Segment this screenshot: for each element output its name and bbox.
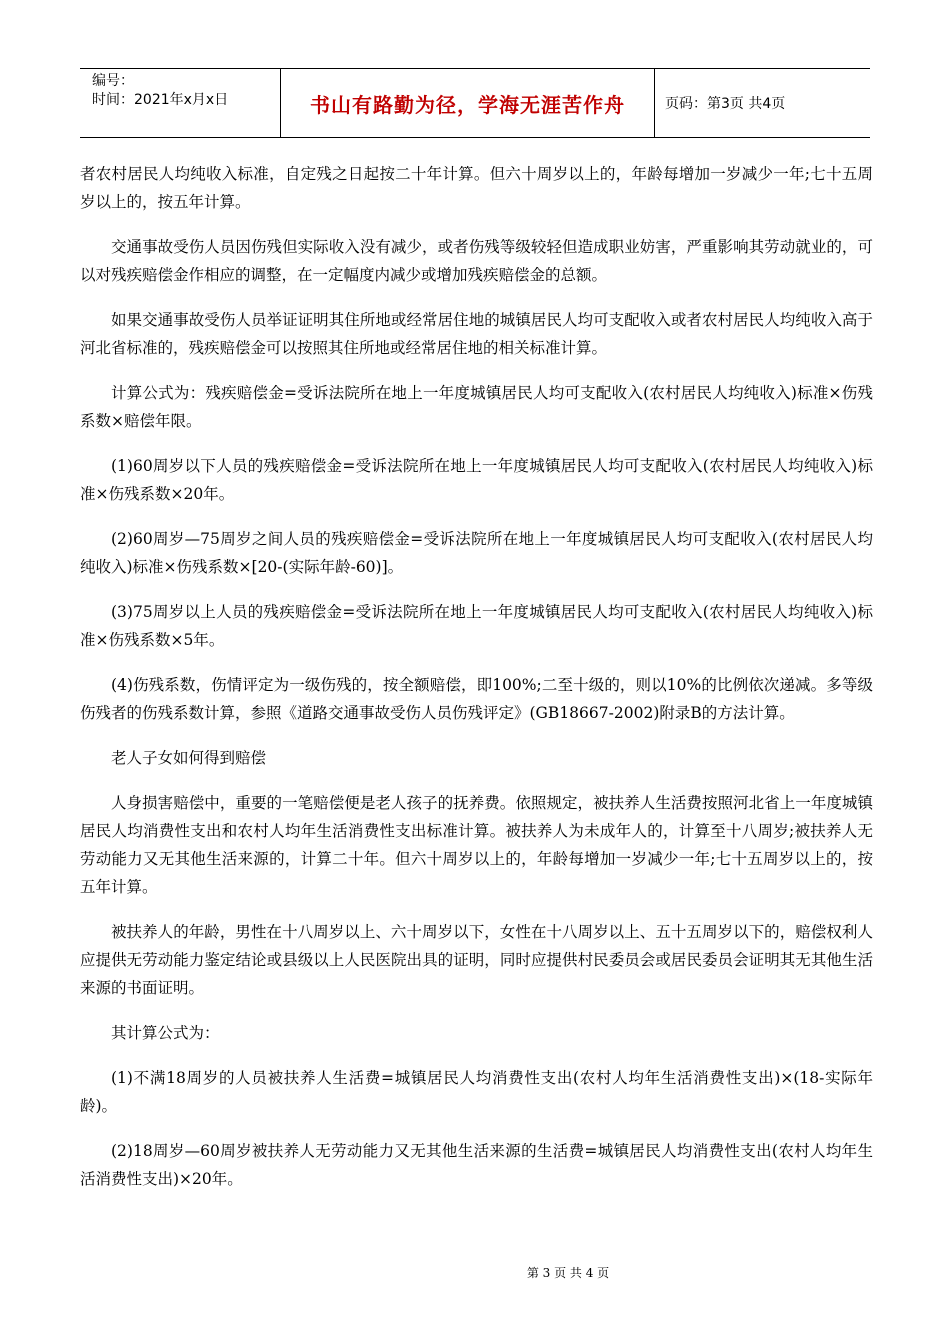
paragraph: (2)18周岁—60周岁被扶养人无劳动能力又无其他生活来源的生活费=城镇居民人均消费性支出(农村人均年生活消费性支出)×20年。 <box>80 1142 873 1188</box>
page-header <box>80 68 870 138</box>
paragraph: 被扶养人的年龄，男性在十八周岁以上、六十周岁以下，女性在十八周岁以上、五十五周岁以下的，赔偿权利人应提供无劳动能力鉴定结论或县级以上人民医院出具的证明，同时应提供村民委员会或居民委员会证明其无其他生活来源的书面证明。 <box>80 923 873 997</box>
paragraph: 如果交通事故受伤人员举证证明其住所地或经常居住地的城镇居民人均可支配收入或者农村居民人均纯收入高于河北省标准的，残疾赔偿金可以按照其住所地或经常居住地的相关标准计算。 <box>80 311 873 357</box>
header-motto: 书山有路勤为径，学海无涯苦作舟 <box>281 69 655 137</box>
number-label: 编号： <box>92 73 134 89</box>
header-meta <box>80 69 281 137</box>
paragraph: 者农村居民人均纯收入标准，自定残之日起按二十年计算。但六十周岁以上的，年龄每增加一岁减少一年;七十五周岁以上的，按五年计算。 <box>80 165 873 211</box>
paragraph: (2)60周岁—75周岁之间人员的残疾赔偿金=受诉法院所在地上一年度城镇居民人均可支配收入(农村居民人均纯收入)标准×伤残系数×[20-(实际年龄-60)]。 <box>80 530 873 576</box>
section-heading: 老人子女如何得到赔偿 <box>111 749 267 767</box>
paragraph: (1)60周岁以下人员的残疾赔偿金=受诉法院所在地上一年度城镇居民人均可支配收入(农村居民人均纯收入)标准×伤残系数×20年。 <box>80 457 873 503</box>
header-page-info: 页码：第3页 共4页 <box>665 96 786 112</box>
paragraph: 人身损害赔偿中，重要的一笔赔偿便是老人孩子的抚养费。依照规定，被扶养人生活费按照河北省上一年度城镇居民人均消费性支出和农村人均年生活消费性支出标准计算。被扶养人为未成年人的，计算至十八周岁;被扶养人无劳动能力又无其他生活来源的，计算二十年。但六十周岁以上的，年龄每增加一岁减少一年;七十五周岁以上的，按五年计算。 <box>80 794 873 896</box>
paragraph: (3)75周岁以上人员的残疾赔偿金=受诉法院所在地上一年度城镇居民人均可支配收入(农村居民人均纯收入)标准×伤残系数×5年。 <box>80 603 873 649</box>
time-label: 时间：2021年x月x日 <box>92 92 229 108</box>
document-body <box>80 160 873 1210</box>
paragraph: 计算公式为：残疾赔偿金=受诉法院所在地上一年度城镇居民人均可支配收入(农村居民人均纯收入)标准×伤残系数×赔偿年限。 <box>80 384 873 430</box>
paragraph: 交通事故受伤人员因伤残但实际收入没有减少，或者伤残等级较轻但造成职业妨害，严重影响其劳动就业的，可以对残疾赔偿金作相应的调整，在一定幅度内减少或增加残疾赔偿金的总额。 <box>80 238 873 284</box>
page-footer: 第 3 页 共 4 页 <box>526 1266 610 1280</box>
paragraph: 其计算公式为： <box>111 1024 220 1042</box>
paragraph: (4)伤残系数，伤情评定为一级伤残的，按全额赔偿，即100%;二至十级的，则以10%的比例依次递减。多等级伤残者的伤残系数计算，参照《道路交通事故受伤人员伤残评定》(GB18667-2002)附录B的方法计算。 <box>80 676 873 722</box>
paragraph: (1)不满18周岁的人员被扶养人生活费=城镇居民人均消费性支出(农村人均年生活消费性支出)×(18-实际年龄)。 <box>80 1069 873 1115</box>
